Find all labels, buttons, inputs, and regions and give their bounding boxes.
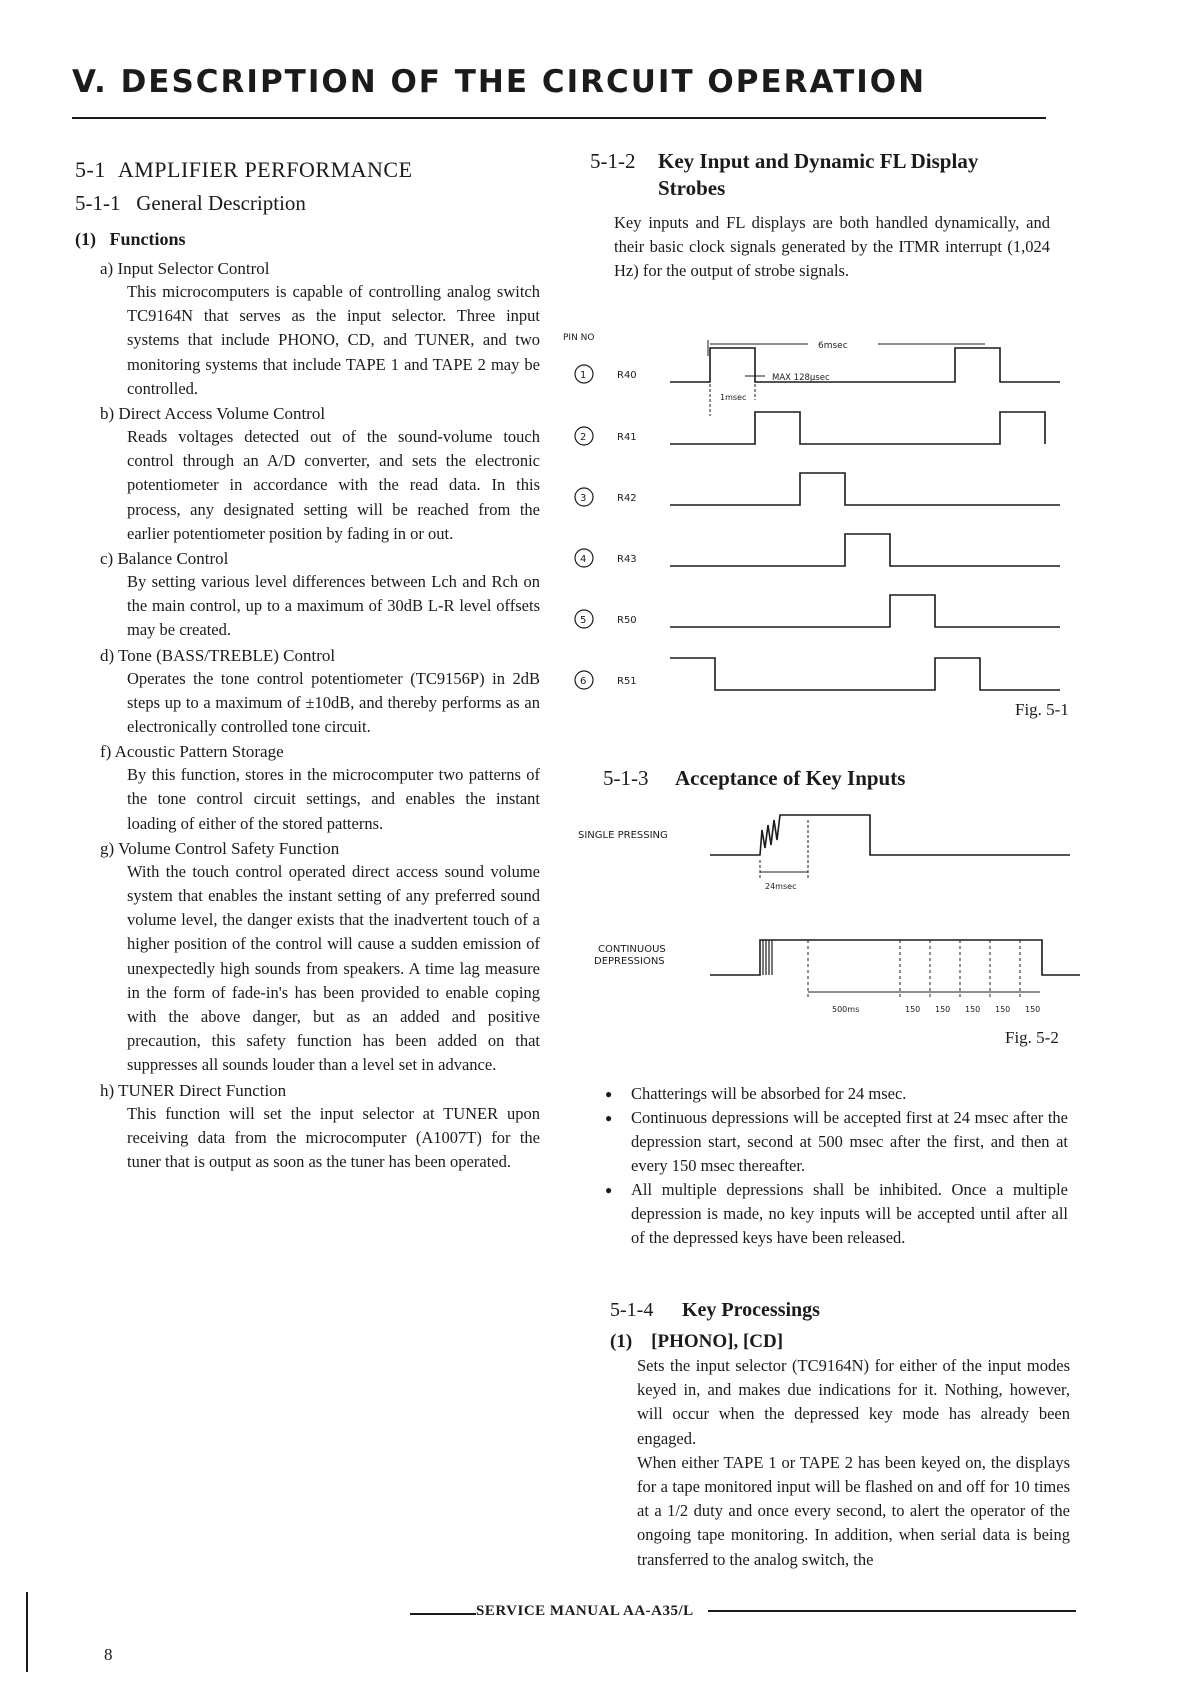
page-number: 8 [104, 1645, 113, 1664]
item-c-label: c) Balance Control [100, 549, 229, 569]
waveform-r50 [670, 595, 1060, 627]
page-margin-line [26, 1592, 28, 1672]
section-514-heading: 5-1-4 Key Processings [610, 1299, 820, 1321]
waveform-r40 [670, 348, 1060, 382]
item-h-label: h) TUNER Direct Function [100, 1080, 287, 1100]
pulse-label: 1msec [720, 393, 747, 402]
max-label: MAX 128µsec [772, 373, 830, 383]
step-label: 150 [965, 1005, 981, 1014]
step-label: 150 [905, 1005, 921, 1014]
bullet-item: ● Chatterings will be absorbed for 24 msec. [605, 1082, 1068, 1106]
single-waveform [710, 815, 1070, 855]
item-f-text: By this function, stores in the microcomputer two patterns of the tone control circuit settings, and enables the instant loading of either of the stored patterns. [127, 765, 540, 833]
pin-label: R42 [617, 493, 637, 504]
footer-rule-right [708, 1610, 1076, 1612]
key-1-heading: (1) [PHONO], [CD] [610, 1331, 784, 1352]
period-label: 6msec [818, 341, 848, 351]
continuous-label-1: CONTINUOUS [598, 944, 666, 955]
step-label: 150 [1025, 1005, 1041, 1014]
section-512-text: Key inputs and FL displays are both handled dynamically, and their basic clock signals generated by the ITMR interrupt (1,024 Hz) for the output of strobe signals. [614, 213, 1050, 281]
acceptance-bullets [605, 1082, 1068, 1250]
pin-header: PIN NO [563, 333, 595, 343]
continuous-label-2: DEPRESSIONS [594, 956, 665, 967]
chatter-lines [763, 940, 772, 975]
pin-label: R41 [617, 432, 637, 443]
fig-5-2-caption: Fig. 5-2 [1005, 1028, 1059, 1047]
pin-label: R40 [617, 370, 637, 381]
page-title: V. DESCRIPTION OF THE CIRCUIT OPERATION [72, 64, 927, 100]
pin-num: 4 [580, 554, 587, 565]
step-label: 150 [935, 1005, 951, 1014]
footer-rule-left [410, 1613, 476, 1615]
pin-num: 1 [580, 370, 587, 381]
item-h-text: This function will set the input selector at TUNER upon receiving data from the microcomputer (A1007T) for the tuner that is output as soon as the tuner has been operated. [127, 1103, 540, 1172]
fig-5-1-caption: Fig. 5-1 [1015, 700, 1069, 719]
pin-num: 2 [580, 432, 587, 443]
pin-num: 5 [580, 615, 587, 626]
item-a-text: This microcomputers is capable of controlling analog switch TC9164N that serves as the input selector. Three input systems that include PHONO, CD, and TUNER, and two monitoring systems that include TAPE 1 and TAPE 2 may be controlled. [127, 282, 540, 398]
item-b-text: Reads voltages detected out of the sound-volume touch control through an A/D converter, and sets the electronic potentiometer in accordance with the read data. In this process, any designated setting will be reached from the earlier potentiometer position by fading in or out. [127, 427, 540, 543]
pin-num: 3 [580, 493, 587, 504]
strobe-timing-diagram [560, 320, 1080, 700]
pin-label: R43 [617, 554, 637, 565]
bullet-item: ● All multiple depressions shall be inhibited. Once a multiple depression is made, no key inputs will be accepted until after all of the depressed keys have been released. [605, 1178, 1068, 1250]
pin-num: 6 [580, 676, 587, 687]
pin-markers [575, 365, 637, 689]
header-rule [72, 117, 1046, 119]
single-time-label: 24msec [765, 882, 797, 891]
item-g-text: With the touch control operated direct access sound volume system that enables the instant setting of any preferred sound volume level, the danger exists that the inadvertent touch of a higher position of the control will cause a sudden emission of unexpectedly high sounds from speakers. A time lag measure in the form of fade-in's has been provided to enable coping with the above danger, but as an added and positive precaution, this safety function has been added on that suppresses all sounds louder than a level set in advance. [127, 861, 540, 1075]
waveform-r51 [670, 658, 1060, 690]
pin-label: R51 [617, 676, 637, 687]
subsection-heading: 5-1-1 General Description [75, 191, 306, 215]
key-input-diagram [570, 800, 1090, 1030]
section-heading: 5-1 AMPLIFIER PERFORMANCE [75, 157, 413, 182]
waveform-r42 [670, 473, 1060, 505]
functions-heading: (1) Functions [75, 229, 186, 249]
key-1-paragraph-2: When either TAPE 1 or TAPE 2 has been keyed on, the displays for a tape monitored input will be flashed on and off for 10 times at a 1/2 duty and once every second, to alert the operator of the ongoing tape monitoring. In addition, when serial data is being transferred to the analog switch, the [637, 1452, 1070, 1569]
section-513-heading: 5-1-3 Acceptance of Key Inputs [603, 766, 906, 790]
item-d-text: Operates the tone control potentiometer (TC9156P) in 2dB steps up to a maximum of ±10dB, and thereby performs as an electronically controlled tone circuit. [127, 668, 540, 737]
single-pressing-label: SINGLE PRESSING [578, 830, 668, 841]
pin-label: R50 [617, 615, 637, 626]
item-b-label: b) Direct Access Volume Control [100, 404, 326, 424]
waveform-r43 [670, 534, 1060, 566]
accept-markers [808, 940, 1020, 1000]
item-a-label: a) Input Selector Control [100, 259, 270, 278]
footer-label: SERVICE MANUAL AA-A35/L [476, 1603, 694, 1619]
waveform-r41 [670, 412, 1045, 444]
item-c-text: By setting various level differences between Lch and Rch on the main control, up to a maximum of 30dB L-R level offsets may be created. [127, 572, 540, 640]
bullet-item: ● Continuous depressions will be accepted first at 24 msec after the depression start, second at 500 msec after the first, and then at every 150 msec thereafter. [605, 1106, 1068, 1178]
section-512-heading: 5-1-2 Key Input and Dynamic FL Display Strobes [590, 149, 979, 200]
item-f-label: f) Acoustic Pattern Storage [100, 742, 284, 762]
first-interval-label: 500ms [832, 1005, 860, 1014]
key-1-paragraph-1: Sets the input selector (TC9164N) for either of the input modes keyed in, and makes due indications for it. Nothing, however, will occur when the depressed key mode has already been engaged. [637, 1356, 1070, 1448]
item-d-label: d) Tone (BASS/TREBLE) Control [100, 645, 336, 665]
item-g-label: g) Volume Control Safety Function [100, 838, 340, 858]
functions-list [100, 258, 540, 1174]
key-1-text [637, 1354, 1070, 1572]
step-label: 150 [995, 1005, 1011, 1014]
